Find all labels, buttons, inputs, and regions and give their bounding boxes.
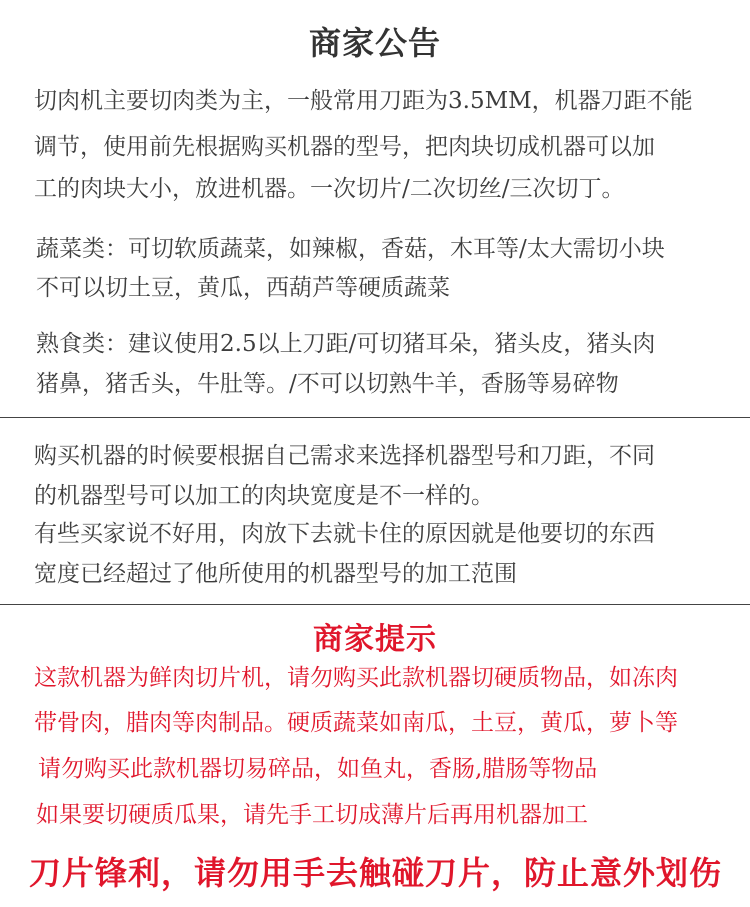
notice-para2-line1: 蔬菜类：可切软质蔬菜，如辣椒，香菇，木耳等/太大需切小块 xyxy=(36,236,665,262)
tips-line1: 这款机器为鲜肉切片机，请勿购买此款机器切硬质物品，如冻肉 xyxy=(34,665,678,691)
purchase-line2: 的机器型号可以加工的肉块宽度是不一样的。 xyxy=(34,483,494,509)
purchase-line3: 有些买家说不好用，肉放下去就卡住的原因就是他要切的东西 xyxy=(34,521,655,547)
section-divider-top xyxy=(0,417,750,418)
tips-title: 商家提示 xyxy=(313,622,437,657)
notice-title: 商家公告 xyxy=(308,24,441,62)
notice-para3-line2: 猪鼻，猪舌头，牛肚等。/不可以切熟牛羊，香肠等易碎物 xyxy=(36,371,619,397)
tips-line2: 带骨肉，腊肉等肉制品。硬质蔬菜如南瓜，土豆，黄瓜，萝卜等 xyxy=(34,710,678,736)
purchase-line1: 购买机器的时候要根据自己需求来选择机器型号和刀距，不同 xyxy=(34,443,655,469)
notice-para1-line3: 工的肉块大小，放进机器。一次切片/二次切丝/三次切丁。 xyxy=(34,176,625,202)
tips-line4: 如果要切硬质瓜果，请先手工切成薄片后再用机器加工 xyxy=(36,802,588,828)
section-divider-bottom xyxy=(0,604,750,605)
notice-para3-line1: 熟食类：建议使用2.5以上刀距/可切猪耳朵，猪头皮，猪头肉 xyxy=(36,331,656,357)
notice-para1-line2: 调节，使用前先根据购买机器的型号，把肉块切成机器可以加 xyxy=(34,134,655,160)
notice-para1-line1: 切肉机主要切肉类为主，一般常用刀距为3.5MM，机器刀距不能 xyxy=(34,88,693,114)
blade-warning: 刀片锋利，请勿用手去触碰刀片，防止意外划伤 xyxy=(29,854,723,892)
tips-line3: 请勿购买此款机器切易碎品，如鱼丸，香肠,腊肠等物品 xyxy=(38,756,598,782)
purchase-line4: 宽度已经超过了他所使用的机器型号的加工范围 xyxy=(34,561,517,587)
notice-para2-line2: 不可以切土豆，黄瓜，西葫芦等硬质蔬菜 xyxy=(36,275,450,301)
